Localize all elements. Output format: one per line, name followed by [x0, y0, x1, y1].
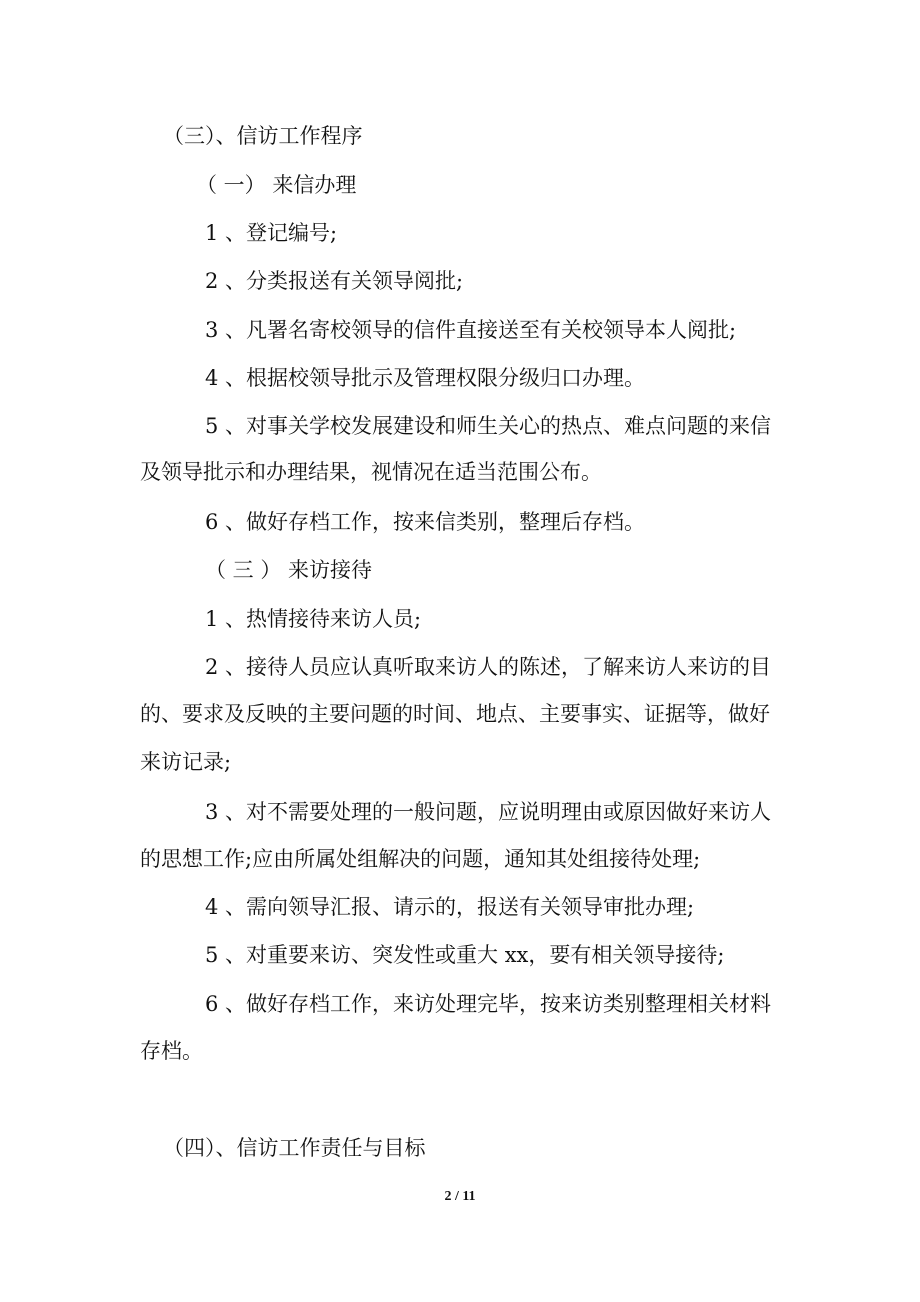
paragraph-line: 2 、接待人员应认真听取来访人的陈述，了解来访人来访的目	[205, 655, 772, 679]
paragraph-line: 及领导批示和办理结果，视情况在适当范围公布。	[140, 460, 602, 484]
paragraph-line: 3 、对不需要处理的一般问题，应说明理由或原因做好来访人	[205, 800, 772, 824]
section-heading: （四）、信访工作责任与目标	[163, 1136, 426, 1160]
paragraph-line: 来访记录;	[140, 750, 232, 774]
paragraph-line: 1 、热情接待来访人员;	[205, 607, 422, 631]
paragraph-line: 5 、对事关学校发展建设和师生关心的热点、难点问题的来信	[205, 414, 772, 438]
paragraph-line: 的思想工作;应由所属处组解决的问题，通知其处组接待处理;	[140, 847, 701, 871]
paragraph-line: 6 、做好存档工作，来访处理完毕，按来访类别整理相关材料	[205, 992, 772, 1016]
page-number: 2 / 11	[444, 1189, 476, 1204]
section-heading: （三）、信访工作程序	[163, 124, 363, 148]
paragraph-line: 1 、登记编号;	[205, 221, 338, 245]
paragraph-line: 6 、做好存档工作，按来信类别，整理后存档。	[205, 510, 646, 534]
paragraph-line: 2 、分类报送有关领导阅批;	[205, 269, 464, 293]
paragraph-line: 的、要求及反映的主要问题的时间、地点、主要事实、证据等，做好	[140, 702, 770, 726]
paragraph-line: 存档。	[140, 1039, 203, 1063]
paragraph-line: 5 、对重要来访、突发性或重大 xx，要有相关领导接待;	[205, 943, 725, 967]
subsection-heading: （ 一） 来信办理	[196, 173, 357, 197]
paragraph-line: 4 、需向领导汇报、请示的，报送有关领导审批办理;	[205, 895, 695, 919]
paragraph-line: 3 、凡署名寄校领导的信件直接送至有关校领导本人阅批;	[205, 318, 737, 342]
subsection-heading: （ 三 ） 来访接待	[205, 558, 373, 582]
paragraph-line: 4 、根据校领导批示及管理权限分级归口办理。	[205, 366, 646, 390]
